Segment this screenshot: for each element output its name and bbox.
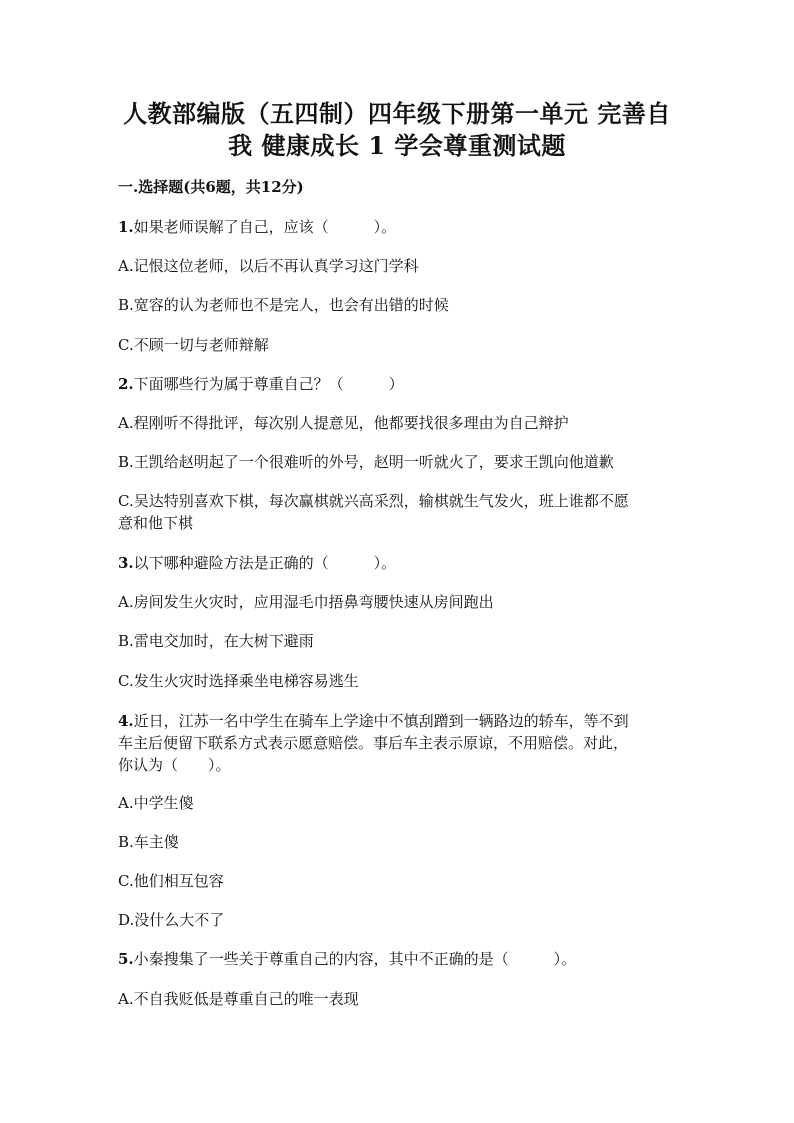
document-title-line-2: 我 健康成长 1 学会尊重测试题	[228, 131, 566, 160]
question-2-stem: 下面哪些行为属于尊重自己？（ ）	[133, 375, 404, 393]
question-1	[118, 216, 678, 238]
question-1-number: 1.	[118, 218, 134, 236]
question-1-option-c: C.不顾一切与老师辩解	[118, 336, 269, 354]
question-4-option-b: B.车主傻	[118, 833, 179, 851]
question-4-option-a: A.中学生傻	[118, 794, 194, 812]
question-3-number: 3.	[118, 554, 134, 572]
question-1-stem: 如果老师误解了自己，应该（ ）。	[133, 218, 397, 236]
question-2-option-a: A.程刚听不得批评，每次别人提意见，他都要找很多理由为自己辩护	[118, 414, 569, 432]
question-3	[118, 552, 678, 574]
question-5	[118, 948, 678, 970]
question-3-option-b: B.雷电交加时，在大树下避雨	[118, 632, 314, 650]
question-5-stem: 小秦搜集了一些关于尊重自己的内容，其中不正确的是（ ）。	[133, 950, 577, 968]
section-heading: 一.选择题(共6题，共12分)	[118, 178, 304, 196]
question-5-number: 5.	[118, 950, 134, 968]
question-2	[118, 373, 678, 395]
question-4-option-c: C.他们相互包容	[118, 872, 224, 890]
question-4-stem-line-2: 车主后便留下联系方式表示愿意赔偿。事后车主表示原谅，不用赔偿。对此，	[118, 734, 629, 752]
question-4-stem-line-1: 近日，江苏一名中学生在骑车上学途中不慎刮蹭到一辆路边的轿车，等不到	[133, 712, 629, 730]
question-1-option-a: A.记恨这位老师，以后不再认真学习这门学科	[118, 257, 419, 275]
question-2-number: 2.	[118, 375, 134, 393]
question-3-option-a: A.房间发生火灾时，应用湿毛巾捂鼻弯腰快速从房间跑出	[118, 593, 494, 611]
question-3-stem: 以下哪种避险方法是正确的（ ）。	[133, 554, 397, 572]
question-2-option-b: B.王凯给赵明起了一个很难听的外号，赵明一听就火了，要求王凯向他道歉	[118, 453, 614, 471]
question-2-option-c-continued: 意和他下棋	[118, 514, 194, 532]
question-4-option-d: D.没什么大不了	[118, 911, 225, 929]
question-4-number: 4.	[118, 712, 134, 730]
document-title-line-1: 人教部编版（五四制）四年级下册第一单元 完善自	[123, 99, 671, 128]
question-2-option-c: C.吴达特别喜欢下棋，每次赢棋就兴高采烈，输棋就生气发火，班上谁都不愿	[118, 492, 629, 510]
question-5-option-a: A.不自我贬低是尊重自己的唯一表现	[118, 990, 359, 1008]
question-4	[118, 710, 678, 732]
question-3-option-c: C.发生火灾时选择乘坐电梯容易逃生	[118, 672, 359, 690]
question-1-option-b: B.宽容的认为老师也不是完人，也会有出错的时候	[118, 296, 449, 314]
question-4-stem-line-3: 你认为（ ）。	[118, 756, 231, 774]
